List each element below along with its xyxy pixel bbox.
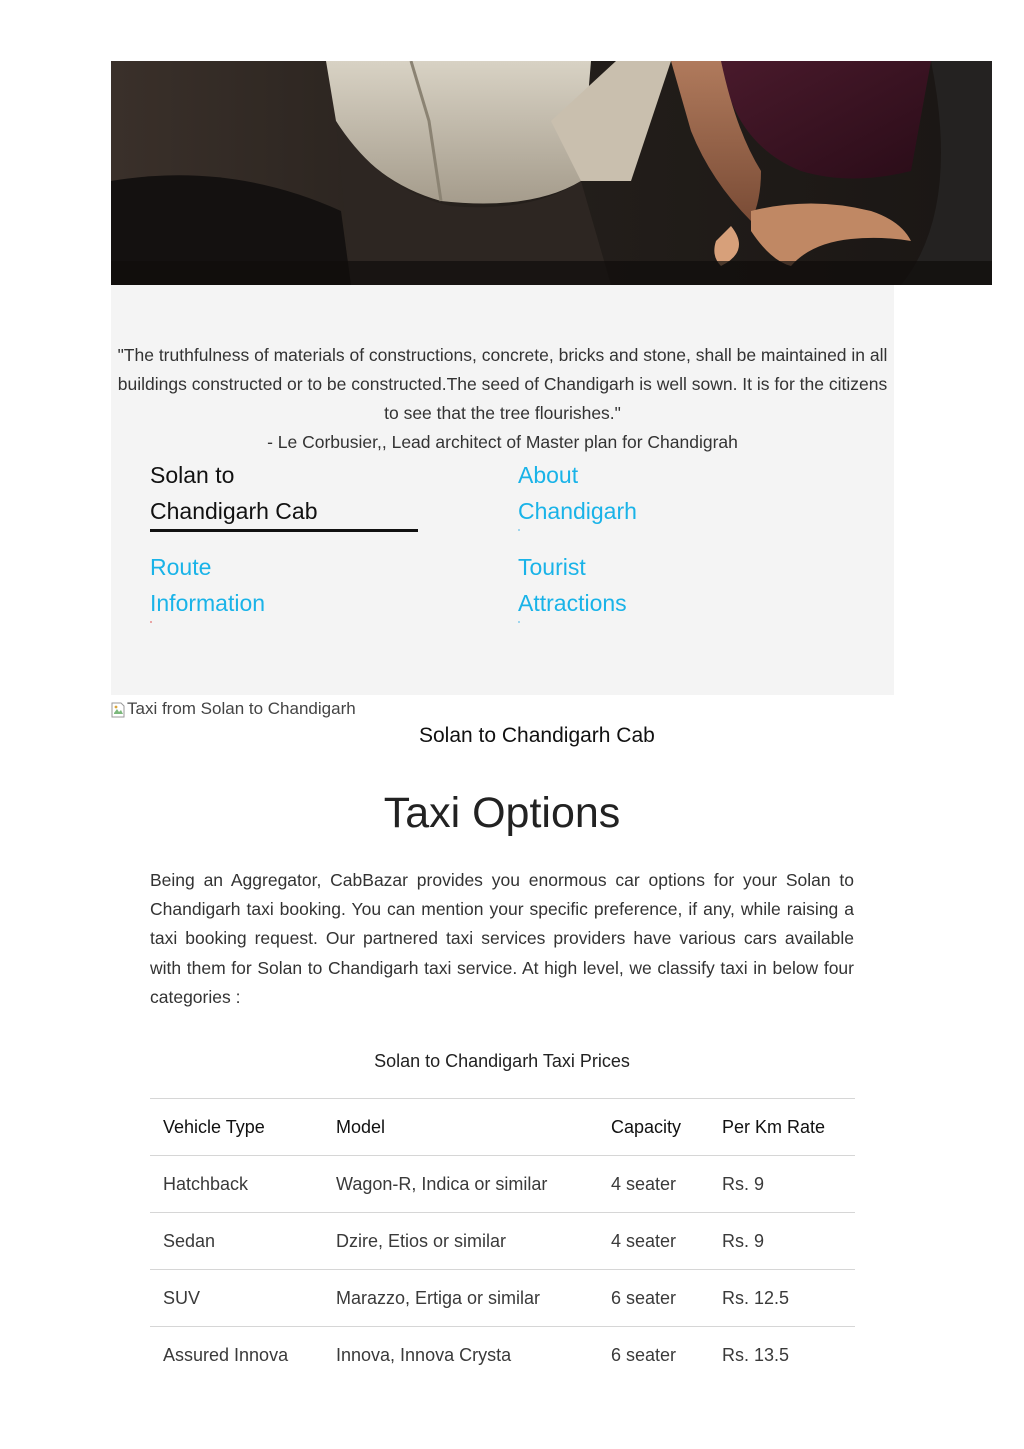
taxi-image (111, 697, 356, 721)
tab-solan-to-chandigarh-cab[interactable] (150, 457, 318, 529)
quote-author: - Le Corbusier,, Lead architect of Master plan for Chandigrah (267, 432, 738, 452)
cell-capacity: 6 seater (598, 1327, 709, 1384)
tab-indicator-dot (518, 529, 520, 531)
tab-label-line2: Chandigarh Cab (150, 498, 318, 524)
cell-rate: Rs. 9 (709, 1156, 855, 1213)
tab-indicator-dot (518, 621, 520, 623)
table-title: Solan to Chandigarh Taxi Prices (374, 1051, 630, 1071)
tab-about-chandigarh[interactable] (518, 457, 637, 529)
section-title: Taxi Options (383, 789, 621, 837)
cell-model: Innova, Innova Crysta (323, 1327, 598, 1384)
table-row (150, 1270, 855, 1327)
cell-model: Dzire, Etios or similar (323, 1213, 598, 1270)
header-per-km-rate: Per Km Rate (709, 1099, 855, 1156)
broken-image-icon (111, 701, 125, 717)
cell-vehicle-type: Hatchback (150, 1156, 323, 1213)
quote-block (111, 341, 894, 457)
tab-tourist-attractions[interactable] (518, 549, 627, 621)
table-row (150, 1156, 855, 1213)
hero-photo-couple-in-car (111, 61, 992, 285)
cell-capacity: 6 seater (598, 1270, 709, 1327)
active-tab-underline (150, 529, 418, 532)
image-caption: Solan to Chandigarh Cab (419, 724, 655, 747)
cell-vehicle-type: Assured Innova (150, 1327, 323, 1384)
hero-image (111, 61, 992, 285)
cell-model: Wagon-R, Indica or similar (323, 1156, 598, 1213)
tab-label-line2: Chandigarh (518, 498, 637, 524)
info-panel (111, 285, 894, 695)
tab-label-line2: Attractions (518, 590, 627, 616)
header-vehicle-type: Vehicle Type (150, 1099, 323, 1156)
cell-rate: Rs. 13.5 (709, 1327, 855, 1384)
tab-label-line1: Tourist (518, 554, 586, 580)
tab-route-information[interactable] (150, 549, 265, 621)
header-capacity: Capacity (598, 1099, 709, 1156)
table-row (150, 1327, 855, 1384)
intro-paragraph: Being an Aggregator, CabBazar provides you enormous car options for your Solan to Chandigarh taxi booking. You can mention your specific preference, if any, while raising a taxi booking request. Our partnered taxi services providers have various cars available with them for Solan to Chandigarh taxi service. At high level, we classify taxi in below four categories : (150, 870, 854, 1007)
cell-rate: Rs. 12.5 (709, 1270, 855, 1327)
header-model: Model (323, 1099, 598, 1156)
tab-indicator-dot (150, 621, 152, 623)
cell-capacity: 4 seater (598, 1213, 709, 1270)
cell-rate: Rs. 9 (709, 1213, 855, 1270)
taxi-prices-table (150, 1098, 855, 1383)
tab-label-line1: Solan to (150, 462, 235, 488)
tab-label-line2: Information (150, 590, 266, 616)
cell-capacity: 4 seater (598, 1156, 709, 1213)
tab-label-line1: Route (150, 554, 212, 580)
taxi-image-alt-text: Taxi from Solan to Chandigarh (127, 699, 356, 718)
table-row (150, 1213, 855, 1270)
tab-label-line1: About (518, 462, 579, 488)
cell-vehicle-type: SUV (150, 1270, 323, 1327)
table-header-row (150, 1099, 855, 1156)
cell-model: Marazzo, Ertiga or similar (323, 1270, 598, 1327)
quote-text: "The truthfulness of materials of constructions, concrete, bricks and stone, shall be maintained in all buildings constructed or to be constructed.The seed of Chandigarh is well sown. It is for the citizens to see that the tree flourishes." (117, 345, 888, 423)
cell-vehicle-type: Sedan (150, 1213, 323, 1270)
